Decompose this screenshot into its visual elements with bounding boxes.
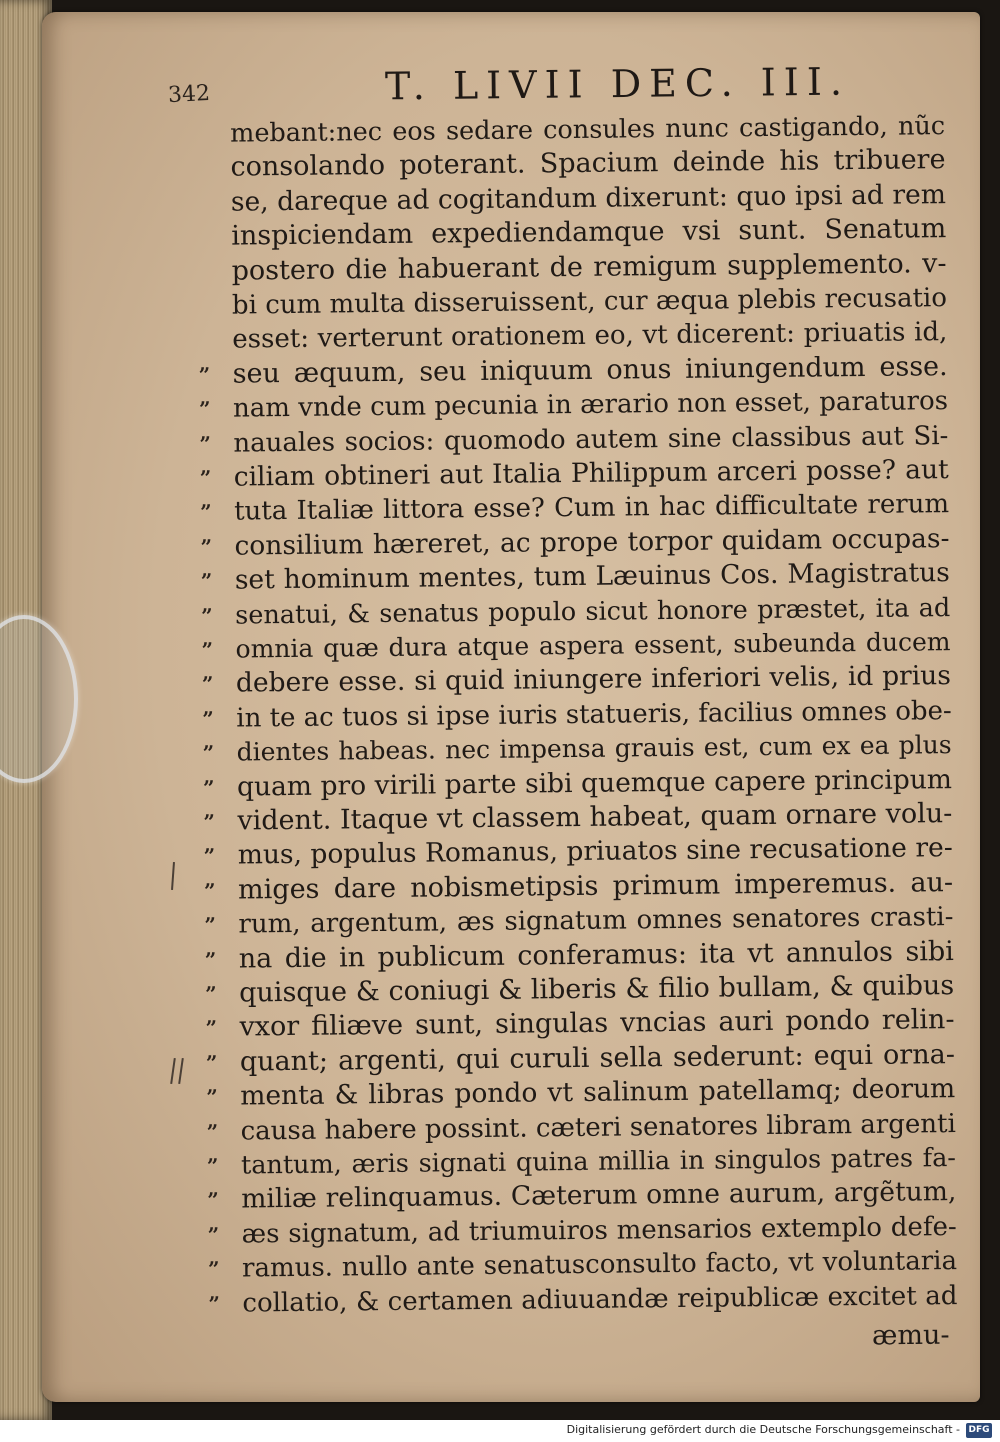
- line-text: vxor filiæve sunt, singulas vncias auri pondo relin-: [239, 1004, 955, 1043]
- quotation-mark: ”: [201, 603, 211, 628]
- quotation-mark: ”: [203, 809, 214, 834]
- funding-credit: Digitalisierung gefördert durch die Deutsche Forschungsgemeinschaft -: [566, 1423, 960, 1436]
- quotation-mark: ”: [207, 1256, 218, 1282]
- quotation-mark: ”: [206, 1119, 217, 1144]
- line-text: consilium hæreret, ac prope torpor quidam occupas-: [234, 522, 950, 562]
- line-text: in te ac tuos si ipse iuris statueris, facilius omnes obe-: [236, 695, 952, 734]
- line-text: mus, populus Romanus, priuatos sine recusatione re-: [237, 832, 953, 871]
- quotation-mark: ”: [204, 912, 215, 938]
- quotation-mark: ”: [204, 947, 215, 972]
- line-text: nam vnde cum pecunia in ærario non esset, paraturos: [232, 386, 949, 424]
- quotation-mark: ”: [202, 775, 213, 800]
- quotation-mark: ”: [205, 981, 215, 1006]
- line-text: inspiciendam expediendamque vsi sunt. Senatum: [231, 213, 947, 252]
- line-text: ciliam obtineri aut Italia Philippum arceri posse? aut: [233, 454, 949, 493]
- quotation-mark: ”: [200, 534, 211, 559]
- quotation-mark: ”: [198, 397, 209, 422]
- quotation-mark: ”: [206, 1084, 216, 1110]
- line-text: causa habere possint. cæteri senatores libram argenti: [240, 1108, 956, 1147]
- quotation-mark: ”: [198, 362, 209, 387]
- quotation-mark: ”: [199, 431, 210, 456]
- running-header: T. LIVII DEC. III.: [384, 59, 851, 109]
- quotation-mark: ”: [203, 878, 214, 903]
- quotation-mark: ”: [199, 465, 210, 490]
- quotation-mark: ”: [208, 1291, 219, 1316]
- line-text: ramus. nullo ante senatusconsulto facto, vt voluntaria: [241, 1246, 958, 1284]
- line-text: miges dare nobismetipsis primum imperemus. au-: [237, 866, 954, 906]
- quotation-mark: ”: [207, 1222, 218, 1247]
- line-text: mebant:nec eos sedare consules nunc castigando, nũc: [230, 111, 946, 149]
- line-text: postero die habuerant de remigum supplemento. v-: [231, 247, 947, 287]
- quotation-mark: ”: [206, 1153, 217, 1178]
- line-text: debere esse. si quid iniungere inferiori velis, id prius: [235, 660, 952, 699]
- line-text: rum, argentum, æs signatum omnes senatores crasti-: [238, 902, 954, 940]
- line-text: miliæ relinquamus. Cæterum omne aurum, argẽtum,: [241, 1176, 957, 1215]
- quotation-mark: ”: [201, 672, 212, 697]
- line-text: tuta Italiæ littora esse? Cum in hac difficultate rerum: [233, 489, 950, 527]
- line-text: quant; argenti, qui curuli sella sederunt: equi orna-: [239, 1038, 956, 1078]
- quotation-mark: ”: [201, 637, 212, 662]
- line-text: nauales socios: quomodo autem sine classibus aut Si-: [233, 420, 949, 459]
- footer-bar: [0, 1420, 1000, 1442]
- quotation-mark: ”: [207, 1188, 217, 1213]
- line-text: esset: verterunt orationem eo, vt dicerent: priuatis id,: [232, 317, 948, 355]
- dfg-logo-icon: DFG: [966, 1423, 992, 1438]
- line-text: se, dareque ad cogitandum dixerunt: quo ipsi ad rem: [230, 178, 947, 218]
- line-text: collatio, & certamen adiuuandæ reipublicæ excitet ad: [242, 1280, 958, 1319]
- line-text: menta & libras pondo vt salinum patellamq; deorum: [240, 1073, 956, 1112]
- folio-number: 342: [167, 80, 211, 109]
- line-text: quam pro virili parte sibi quemque capere principum: [236, 763, 953, 803]
- line-text: dientes habeas. nec impensa grauis est, cum ex ea plus: [236, 730, 952, 767]
- line-text: tantum, æris signati quina millia in singulos patres fa-: [240, 1143, 957, 1181]
- quotation-mark: ”: [203, 844, 214, 869]
- line-text: na die in publicum conferamus: ita vt annulos sibi: [238, 935, 954, 975]
- quotation-mark: ”: [205, 1016, 216, 1041]
- quotation-mark: ”: [202, 741, 213, 766]
- line-text: vident. Itaque vt classem habeat, quam ornare volu-: [237, 798, 953, 837]
- line-text: consolando poterant. Spacium deinde his tribuere: [230, 144, 946, 183]
- catchword: æmu-: [871, 1319, 950, 1352]
- line-text: set hominum mentes, tum Læuinus Cos. Magistratus: [234, 557, 950, 596]
- line-text: æs signatum, ad triumuiros mensarios extemplo defe-: [241, 1211, 957, 1250]
- line-text: omnia quæ dura atque aspera essent, subeunda ducem: [235, 627, 951, 664]
- line-text: seu æquum, seu iniquum onus iniungendum esse.: [232, 350, 948, 390]
- line-text: senatui, & senatus populo sicut honore præstet, ita ad: [235, 592, 951, 631]
- quotation-mark: ”: [200, 500, 210, 525]
- quotation-mark: ”: [205, 1050, 216, 1075]
- line-text: bi cum multa disseruissent, cur æqua plebis recusatio: [231, 283, 948, 321]
- quotation-mark: ”: [200, 569, 211, 594]
- line-text: quisque & coniugi & liberis & filio bullam, & quibus: [239, 970, 955, 1009]
- quotation-mark: ”: [202, 706, 212, 731]
